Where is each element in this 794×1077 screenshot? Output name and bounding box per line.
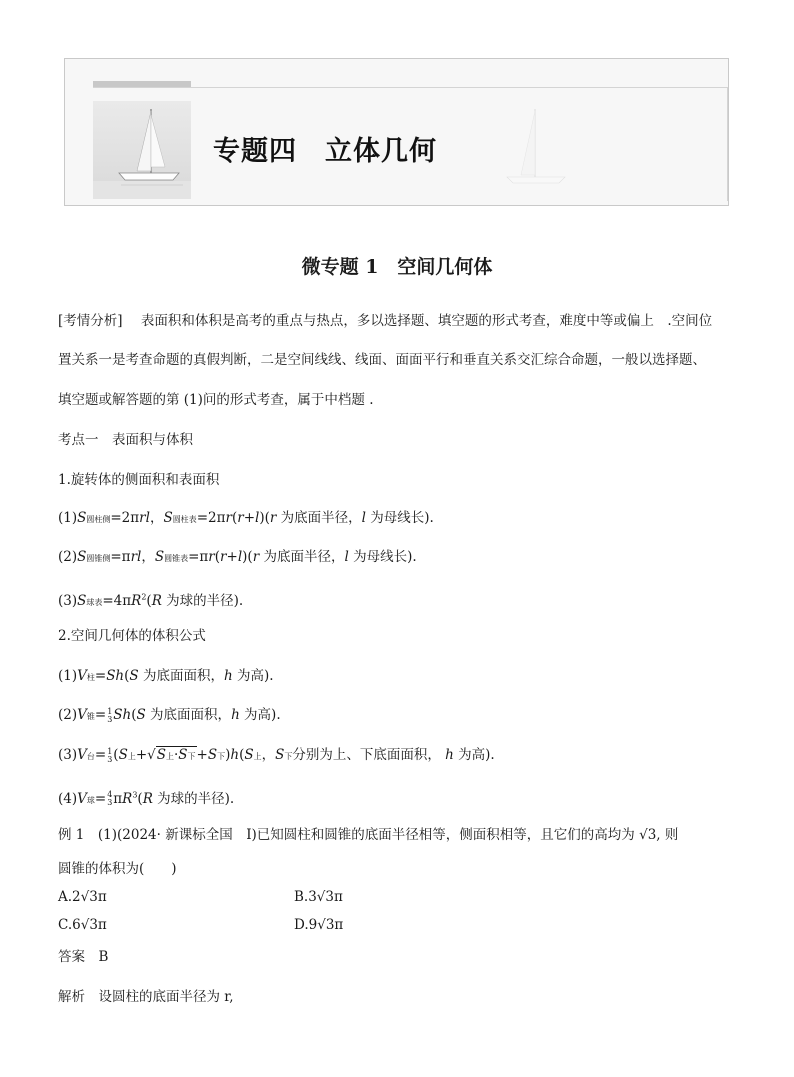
chapter-banner xyxy=(64,58,729,206)
option-b: B.3√3π xyxy=(294,889,343,905)
section-title: 微专题 1 空间几何体 xyxy=(301,256,493,278)
analysis-line-2: 置关系一是考查命题的真假判断，二是空间线线、线面、面面平行和垂直关系交汇综合命题，一般以选择题、 xyxy=(58,352,706,368)
example-1-question-cont: 圆锥的体积为( ) xyxy=(58,861,177,877)
analysis-line-3: 填空题或解答题的第 (1)问的形式考查，属于中档题 . xyxy=(58,392,374,408)
kaodian-heading: 考点一 表面积与体积 xyxy=(58,432,193,448)
formula-frustum-volume: (3)V台= 1 3 (S上+√S上·S下+S下)h(S上，S下分别为上、下底面面积， h 为高). xyxy=(58,746,495,764)
ghost-sailboat-image xyxy=(485,99,575,199)
analysis-line-1 xyxy=(58,312,712,330)
option-d: D.9√3π xyxy=(294,917,344,933)
formula-cone: (2)S圆锥侧=πrl，S圆锥表=πr(r+l)(r 为底面半径，l 为母线长). xyxy=(58,549,417,565)
formula-cylinder: (1)S圆柱侧=2πrl，S圆柱表=2πr(r+l)(r 为底面半径，l 为母线长). xyxy=(58,510,434,526)
sailboat-photo xyxy=(93,101,191,199)
section-1-heading: 1.旋转体的侧面积和表面积 xyxy=(58,472,220,488)
example-1-question: 例 1 (1)(2024· 新课标全国 Ⅰ)已知圆柱和圆锥的底面半径相等，侧面积相等，且它们的高均为 √3, 则 xyxy=(58,827,679,843)
solution-line: 解析 设圆柱的底面半径为 r, xyxy=(58,989,234,1005)
chapter-title: 专题四 立体几何 xyxy=(213,136,437,167)
analysis-label: [考情分析] xyxy=(58,313,123,329)
formula-pyramid-volume: (2)V锥= 1 3 Sh(S 为底面面积，h 为高). xyxy=(58,706,281,724)
section-2-heading: 2.空间几何体的体积公式 xyxy=(58,628,206,644)
option-a: A.2√3π xyxy=(58,889,107,905)
formula-sphere-volume: (4)V球= 4 3 $\pi R^3(R$ 为球的半径). xyxy=(58,790,235,807)
option-c: C.6√3π xyxy=(58,917,107,933)
analysis-text-1: 表面积和体积是高考的重点与热点，多以选择题、填空题的形式考查，难度中等或偏上 .空间位 xyxy=(140,313,713,329)
answer-line: 答案 B xyxy=(58,949,109,965)
formula-prism-volume: (1)V柱=Sh(S 为底面面积，h 为高). xyxy=(58,668,274,684)
formula-sphere-area: (3)S球表$=4\pi R^2(R$ 为球的半径). xyxy=(58,592,244,609)
